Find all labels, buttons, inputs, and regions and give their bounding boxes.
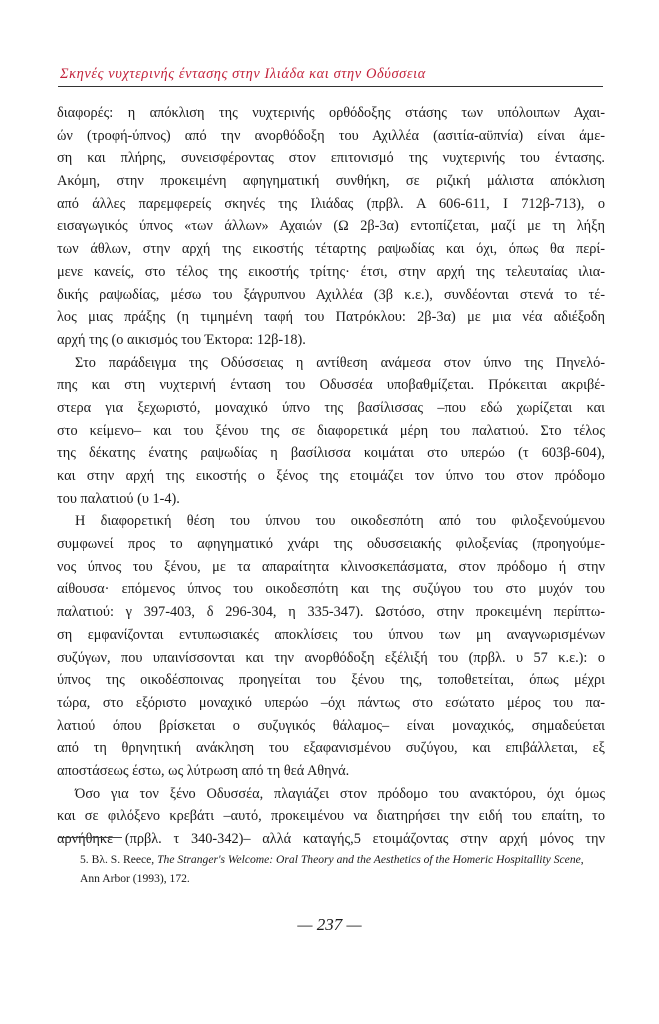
body-line: λατιού όπου βρίσκεται ο συζυγικός θάλαμος– είναι μοναχικός, σημαδεύεται bbox=[57, 717, 605, 734]
body-line: και σε φιλόξενο κρεβάτι –αυτό, προκειμένου να διατηρήσει την ειδή του επαίτη, το bbox=[57, 808, 605, 825]
footnote: 5. Βλ. S. Reece, The Stranger's Welcome: Oral Theory and the Aesthetics of the Homeric Hospitallity Scene, Ann Arbor (1993), 172. bbox=[80, 853, 584, 885]
body-line: ση και πλήρης, συνεισφέροντας στον επιτονισμό της νυχτερινής του έντασης. bbox=[57, 150, 605, 167]
body-line: ση εμφανίζονται εντυπωσιακές αποκλίσεις του ύπνου των μη αναγνωρισμένων bbox=[57, 626, 605, 643]
body-text bbox=[57, 102, 605, 851]
body-line: Η διαφορετική θέση του ύπνου του οικοδεσπότη από του φιλοξενούμενου bbox=[75, 513, 605, 530]
body-line: πης και στη νυχτερινή ένταση του Οδυσσέα υποβαθμίζεται. Πρόκειται ακριβέ- bbox=[57, 377, 605, 394]
body-line: παλατιού: γ 397-403, δ 296-304, η 335-347). Ωστόσο, στην προκειμένη περίπτω- bbox=[57, 604, 605, 621]
body-line: αρχή της (ο αικισμός του Έκτορα: 12β-18). bbox=[57, 331, 306, 348]
body-line: τώρα, στο εξόριστο μοναχικό υπερώο –όχι πάντως στο εσώτατο μέρος του πα- bbox=[57, 694, 605, 711]
body-line: στερα για ξεχωριστό, μοναχικό ύπνο της βασίλισσας –που εδώ χωρίζεται και bbox=[57, 399, 605, 416]
running-head: Σκηνές νυχτερινής έντασης στην Ιλιάδα και στην Οδύσσεια bbox=[60, 66, 426, 82]
body-line: αποστάσεως έστω, ως λύτρωση από τη θεά Αθηνά. bbox=[57, 762, 350, 779]
body-line: συζύγων, που υπαινίσσονται και την ανορθόδοξη εξέλιξή του (πρβλ. υ 57 κ.ε.): ο bbox=[57, 649, 605, 666]
body-line: μενε κανείς, στο τέλος της εικοστής τρίτης· έτσι, στην αρχή της τελευταίας ιλια- bbox=[57, 263, 605, 280]
body-line: εισαγωγικός ύπνος «των άλλων» Αχαιών (Ω 2β-3α) εντοπίζεται, μαζί με τη λήξη bbox=[57, 218, 605, 235]
body-line: της δέκατης ένατης ραψωδίας η βασίλισσα κοιμάται στο υπερώο (τ 603β-604), bbox=[57, 445, 605, 462]
body-line: αίθουσα· επόμενος ύπνος του οικοδεσπότη και της συζύγου του στο μυχόν του bbox=[57, 581, 605, 598]
footnote-rule bbox=[58, 837, 122, 838]
body-line: ών (τροφή-ύπνος) από την ανορθόδοξη του Αχιλλέα (ασιτία-αϋπνία) είναι άμε- bbox=[57, 127, 605, 144]
body-line: αρνήθηκε (πρβλ. τ 340-342)– αλλά καταγής,5 ετοιμάζοντας στην αρχή μόνος την bbox=[57, 831, 605, 847]
page-number: — 237 — bbox=[297, 915, 362, 934]
footnote-title: The Stranger's Welcome: Oral Theory and the Aesthetics of the Homeric Hospitallity Scene bbox=[157, 853, 581, 866]
body-line: Ακόμη, στην προκειμένη αφηγηματική συνθήκη, σε ριζική μάλιστα απόκλιση bbox=[57, 173, 605, 190]
body-line: των άθλων, στην αρχή της εικοστής τέταρτης ραψωδίας και όχι, όπως θα περί- bbox=[57, 241, 605, 258]
body-line: και στην αρχή της εικοστής ο ξένος της ετοιμάζει τον ύπνο του στον πρόδομο bbox=[57, 468, 605, 484]
body-line: νος ύπνος του ξένου, με τα απαραίτητα κλινοσκεπάσματα, στον πρόδομο ή στην bbox=[57, 558, 605, 575]
body-line: από τη θρηνητική ανάκληση του εξαφανισμένου συζύγου, και επιβάλλεται, εξ bbox=[57, 740, 605, 757]
body-line: του παλατιού (υ 1-4). bbox=[57, 490, 180, 507]
body-line: συμφωνεί προς το αφηγηματικό χνάρι της οδυσσειακής φιλοξενίας (προηγούμε- bbox=[57, 536, 605, 553]
body-line: ύπνος της οικοδέσποινας προηγείται του ξένου της, τοποθετείται, όπως μέχρι bbox=[57, 672, 605, 689]
body-line: από άλλες παρεμφερείς σκηνές της Ιλιάδας (πρβλ. Α 606-611, Ι 712β-713), ο bbox=[57, 195, 605, 212]
body-line: στο κείμενο– και του ξένου της σε διαφορετικά μέρη του παλατιού. Στο τέλος bbox=[57, 422, 605, 439]
body-line: διαφορές: η απόκλιση της νυχτερινής ορθόδοξης στάσης των υπόλοιπων Αχαι- bbox=[57, 105, 605, 121]
body-line: λος μιας πράξης (η τιμημένη ταφή του Πατρόκλου: 2β-3α) με μια νέα αδιέξοδη bbox=[57, 309, 605, 326]
body-line: δικής ραψωδίας, μέσω του ξάγρυπνου Αχιλλέα (3β κ.ε.), συνδέονται στενά το τέ- bbox=[57, 286, 605, 303]
header-rule bbox=[58, 86, 603, 87]
body-line: Στο παράδειγμα της Οδύσσειας η αντίθεση ανάμεσα στον ύπνο της Πηνελό- bbox=[75, 354, 605, 371]
body-line: Όσο για τον ξένο Οδυσσέα, πλαγιάζει στον πρόδομο του ανακτόρου, όχι όμως bbox=[75, 785, 605, 802]
